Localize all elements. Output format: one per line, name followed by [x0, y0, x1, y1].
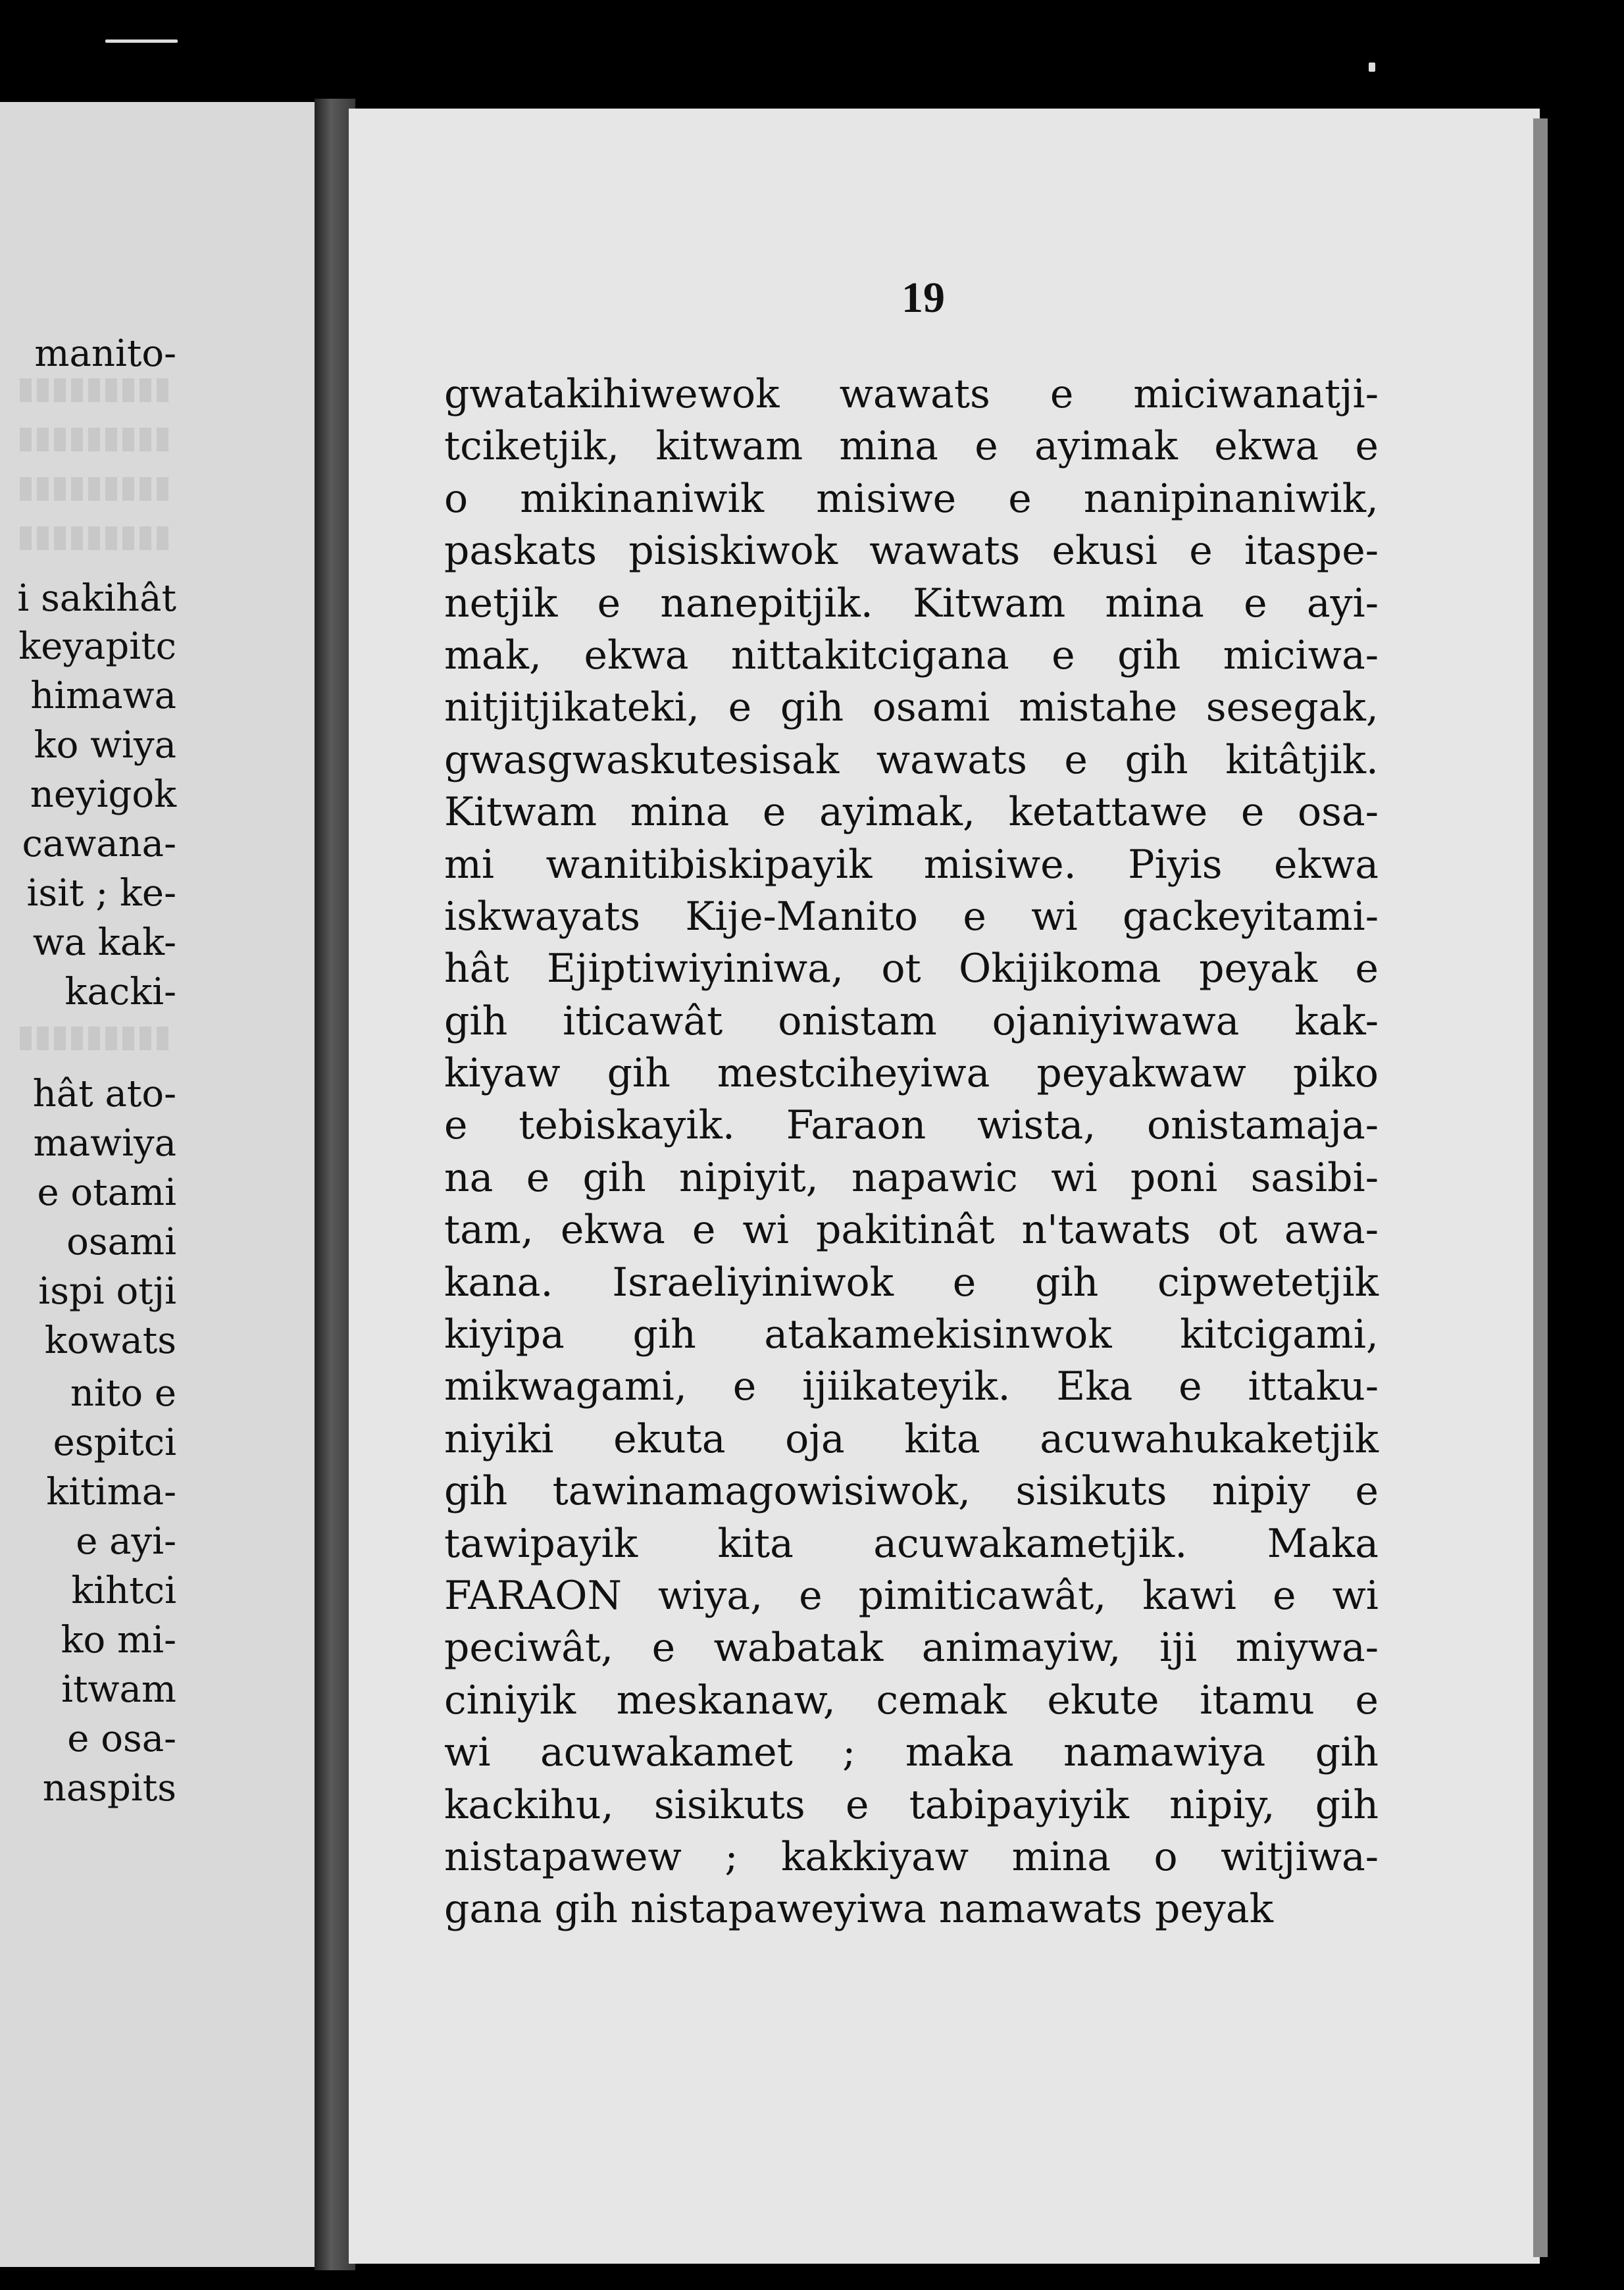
- left-page-line: kacki-: [64, 971, 176, 1013]
- page-edge: [1533, 118, 1548, 2257]
- left-page-line: i sakihât: [17, 577, 176, 620]
- text-line: e tebiskayik. Faraon wista, onistamaja-: [444, 1102, 1379, 1149]
- left-page-line: osami: [66, 1221, 176, 1263]
- text-line: tciketjik, kitwam mina e ayimak ekwa e: [444, 423, 1379, 470]
- left-page-line: himawa: [30, 674, 176, 717]
- text-line: ciniyik meskanaw, cemak ekute itamu e: [444, 1677, 1379, 1723]
- left-page-line: espitci: [53, 1421, 176, 1464]
- text-line: Kitwam mina e ayimak, ketattawe e osa-: [444, 789, 1379, 836]
- text-line: mi wanitibiskipayik misiwe. Piyis ekwa: [444, 841, 1379, 888]
- left-page-line: e ayi-: [76, 1520, 176, 1563]
- left-page-line: mawiya: [33, 1122, 176, 1165]
- left-page-bleed: [20, 428, 171, 451]
- left-page-line: itwam: [61, 1668, 176, 1711]
- left-page-line: wa kak-: [32, 921, 176, 964]
- text-line: gana gih nistapaweyiwa namawats peyak: [444, 1886, 1273, 1933]
- text-line: kiyipa gih atakamekisinwok kitcigami,: [444, 1311, 1379, 1358]
- text-line: nistapawew ; kakkiyaw mina o witjiwa-: [444, 1833, 1379, 1880]
- left-page-line: kihtci: [71, 1569, 176, 1612]
- text-line: na e gih nipiyit, napawic wi poni sasibi-: [444, 1154, 1379, 1201]
- text-line: hât Ejiptiwiyiniwa, ot Okijikoma peyak e: [444, 946, 1379, 992]
- left-page-bleed: [20, 526, 171, 550]
- left-page-line: kowats: [44, 1319, 176, 1362]
- text-line: mikwagami, e ijiikateyik. Eka e ittaku-: [444, 1363, 1379, 1410]
- text-line: netjik e nanepitjik. Kitwam mina e ayi-: [444, 580, 1379, 626]
- text-line: kana. Israeliyiniwok e gih cipwetetjik: [444, 1259, 1379, 1306]
- left-page: [0, 102, 329, 2267]
- left-page-line: cawana-: [22, 823, 176, 865]
- page-number: 19: [901, 274, 945, 322]
- text-line: mak, ekwa nittakitcigana e gih miciwa-: [444, 632, 1379, 678]
- text-line: gih tawinamagowisiwok, sisikuts nipiy e: [444, 1468, 1379, 1515]
- text-line: wi acuwakamet ; maka namawiya gih: [444, 1729, 1379, 1776]
- text-line: peciwât, e wabatak animayiw, iji miywa-: [444, 1625, 1379, 1671]
- left-page-line: nito e: [70, 1372, 176, 1415]
- left-page-line: ispi otji: [38, 1270, 176, 1313]
- left-page-line: ko wiya: [34, 724, 176, 767]
- scan-speck: [105, 39, 178, 43]
- left-page-bleed: [20, 1027, 171, 1050]
- text-line: nitjitjikateki, e gih osami mistahe sesegak,: [444, 684, 1379, 731]
- text-line: tawipayik kita acuwakametjik. Maka: [444, 1520, 1379, 1567]
- left-page-line: isit ; ke-: [26, 872, 176, 915]
- left-page-line: kitima-: [46, 1471, 176, 1514]
- left-page-bleed: [20, 477, 171, 501]
- left-page-line: naspits: [42, 1767, 176, 1810]
- left-page-line: neyigok: [30, 773, 176, 816]
- text-line: gih iticawât onistam ojaniyiwawa kak-: [444, 998, 1379, 1044]
- text-line: kiyaw gih mestciheyiwa peyakwaw piko: [444, 1050, 1379, 1097]
- left-page-line: e otami: [37, 1171, 176, 1214]
- text-line: kackihu, sisikuts e tabipayiyik nipiy, gih: [444, 1781, 1379, 1828]
- text-line: FARAON wiya, e pimiticawât, kawi e wi: [444, 1572, 1379, 1619]
- text-line: paskats pisiskiwok wawats ekusi e itaspe-: [444, 528, 1379, 574]
- text-line: o mikinaniwik misiwe e nanipinaniwik,: [444, 475, 1379, 522]
- left-page-line: e osa-: [67, 1718, 176, 1760]
- text-line: tam, ekwa e wi pakitinât n'tawats ot awa-: [444, 1207, 1379, 1254]
- text-line: gwasgwaskutesisak wawats e gih kitâtjik.: [444, 736, 1379, 783]
- scan-speck: [1369, 63, 1375, 72]
- text-line: gwatakihiwewok wawats e miciwanatji-: [444, 371, 1379, 417]
- text-line: niyiki ekuta oja kita acuwahukaketjik: [444, 1415, 1379, 1462]
- left-page-line: manito-: [34, 332, 176, 375]
- left-page-bleed: [20, 378, 171, 402]
- left-page-line: ko mi-: [61, 1619, 176, 1662]
- text-line: iskwayats Kije-Manito e wi gackeyitami-: [444, 893, 1379, 940]
- left-page-line: hât ato-: [32, 1073, 176, 1115]
- body-text: [444, 369, 1379, 1936]
- left-page-line: keyapitc: [18, 625, 176, 668]
